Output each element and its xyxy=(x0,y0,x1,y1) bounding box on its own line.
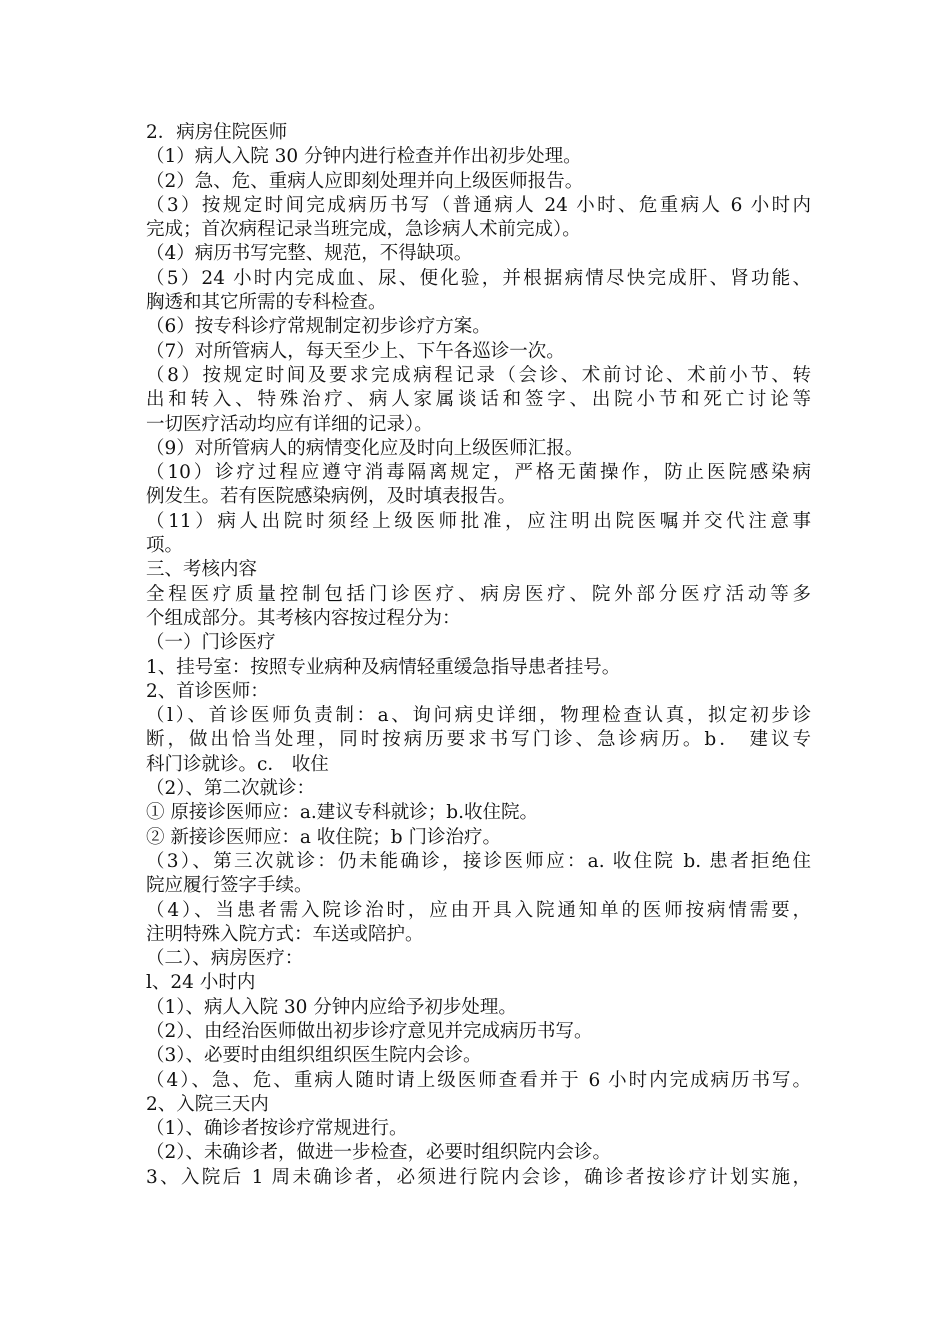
text-line: 院应履行签字手续。 xyxy=(146,875,313,897)
text-line: 一切医疗活动均应有详细的记录）。 xyxy=(146,413,433,435)
text-line: （3）按规定时间完成病历书写（普通病人 24 小时、危重病人 6 小时内 xyxy=(146,194,811,216)
text-line: （2）、由经治医师做出初步诊疗意见并完成病历书写。 xyxy=(146,1020,593,1042)
text-line: （2）、第二次就诊： xyxy=(146,778,316,800)
text-line: （11）病人出院时须经上级医师批准，应注明出院医嘱并交代注意事 xyxy=(146,510,811,532)
text-line: 2、首诊医师： xyxy=(146,680,269,702)
text-line: （1）、病人入院 30 分钟内应给予初步处理。 xyxy=(146,996,517,1018)
text-line: 科门诊就诊。c． 收住 xyxy=(146,753,329,775)
text-line: 2、入院三天内 xyxy=(146,1093,269,1115)
text-line: 例发生。若有医院感染病例，及时填表报告。 xyxy=(146,486,517,508)
text-line: 3、入院后 1 周未确诊者，必须进行院内会诊，确诊者按诊疗计划实施， xyxy=(146,1166,811,1188)
text-line: l、24 小时内 xyxy=(146,972,256,994)
text-line: （4）、急、危、重病人随时请上级医师查看并于 6 小时内完成病历书写。 xyxy=(146,1069,811,1091)
text-line: （6）按专科诊疗常规制定初步诊疗方案。 xyxy=(146,316,491,338)
text-line: 项。 xyxy=(146,535,184,557)
text-line: （4）、当患者需入院诊治时，应由开具入院通知单的医师按病情需要， xyxy=(146,899,811,921)
document-body xyxy=(146,121,811,1190)
text-line: （10）诊疗过程应遵守消毒隔离规定，严格无菌操作，防止医院感染病 xyxy=(146,462,811,484)
text-line: （2）、未确诊者，做进一步检查，必要时组织院内会诊。 xyxy=(146,1142,612,1164)
text-line: ② 新接诊医师应：a 收住院；b 门诊治疗。 xyxy=(146,826,502,848)
text-line: ① 原接诊医师应：a.建议专科就诊；b.收住院。 xyxy=(146,802,539,824)
text-line: （l）、首诊医师负责制：a、询问病史详细，物理检查认真，拟定初步诊 xyxy=(146,705,811,727)
text-line: （2）急、危、重病人应即刻处理并向上级医师报告。 xyxy=(146,170,584,192)
text-line: （二）、病房医疗： xyxy=(146,948,304,970)
text-line: （9）对所管病人的病情变化应及时向上级医师汇报。 xyxy=(146,437,584,459)
text-line: 胸透和其它所需的专科检查。 xyxy=(146,292,387,314)
text-line: （1）病人入院 30 分钟内进行检查并作出初步处理。 xyxy=(146,146,582,168)
text-line: 断，做出恰当处理，同时按病历要求书写门诊、急诊病历。b． 建议专 xyxy=(146,729,811,751)
text-line: 注明特殊入院方式：车送或陪护。 xyxy=(146,923,424,945)
text-line: （3）、必要时由组织组织医生院内会诊。 xyxy=(146,1045,482,1067)
text-line: 个组成部分。其考核内容按过程分为： xyxy=(146,607,461,629)
text-line: （8）按规定时间及要求完成病程记录（会诊、术前讨论、术前小节、转 xyxy=(146,364,811,386)
text-line: （一）门诊医疗 xyxy=(146,632,276,654)
text-line: 三、考核内容 xyxy=(146,559,258,581)
text-line: 1、挂号室：按照专业病种及病情轻重缓急指导患者挂号。 xyxy=(146,656,621,678)
text-line: （5）24 小时内完成血、尿、便化验，并根据病情尽快完成肝、肾功能、 xyxy=(146,267,811,289)
text-line: 2．病房住院医师 xyxy=(146,122,288,143)
text-line: 全程医疗质量控制包括门诊医疗、病房医疗、院外部分医疗活动等多 xyxy=(146,583,811,605)
text-line: （3）、第三次就诊：仍未能确诊，接诊医师应：a. 收住院 b. 患者拒绝住 xyxy=(146,850,811,872)
text-line: （4）病历书写完整、规范，不得缺项。 xyxy=(146,243,473,265)
text-line: 出和转入、特殊治疗、病人家属谈话和签字、出院小节和死亡讨论等 xyxy=(146,389,811,411)
text-line: （1）、确诊者按诊疗常规进行。 xyxy=(146,1118,408,1140)
text-line: （7）对所管病人，每天至少上、下午各巡诊一次。 xyxy=(146,340,565,362)
text-line: 完成；首次病程记录当班完成，急诊病人术前完成）。 xyxy=(146,219,581,241)
